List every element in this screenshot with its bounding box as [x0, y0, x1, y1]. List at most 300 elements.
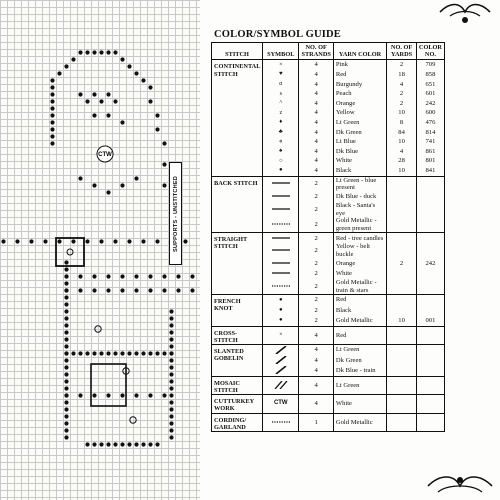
header-yarn-color: YARN COLOR — [333, 43, 386, 60]
band-stitch — [162, 288, 166, 292]
header-stitch: STITCH — [212, 43, 263, 60]
band-stitch — [78, 288, 82, 292]
stitch-symbol-icon: z — [279, 109, 283, 116]
color-number-cell — [416, 295, 444, 306]
dotted-line-icon — [272, 420, 290, 424]
yarn-color-cell: Lt Green - blue present — [333, 176, 386, 192]
band-stitch — [155, 351, 159, 355]
yarn-color-cell: Lt Green — [333, 376, 386, 394]
outline-stitch — [92, 50, 96, 54]
outline-stitch — [57, 71, 61, 75]
symbol-cell — [263, 192, 299, 202]
band-stitch — [120, 274, 124, 278]
outline-stitch — [50, 141, 54, 145]
yards-cell — [387, 192, 417, 202]
band-stitch — [148, 274, 152, 278]
detail-stitch — [78, 92, 82, 96]
band-stitch — [141, 239, 145, 243]
yards-cell: 2 — [387, 60, 417, 70]
outline-stitch — [113, 50, 117, 54]
corner-flourish-icon — [430, 0, 500, 30]
band-stitch — [148, 351, 152, 355]
yarn-color-cell: Lt Blue — [333, 137, 386, 147]
stitch-chart-grid — [0, 0, 200, 500]
band-stitch — [162, 351, 166, 355]
band-stitch — [106, 274, 110, 278]
stitch-symbol-icon: ● — [278, 167, 283, 174]
band-stitch — [176, 288, 180, 292]
outline-stitch — [64, 267, 68, 271]
color-number-cell — [416, 269, 444, 279]
strands-cell: 4 — [299, 376, 333, 394]
color-number-cell: 476 — [416, 118, 444, 128]
strands-cell: 4 — [299, 60, 333, 70]
yarn-color-cell: Black - Santa's eye — [333, 202, 386, 217]
strands-cell: 4 — [299, 89, 333, 99]
outline-stitch — [64, 344, 68, 348]
yards-cell: 18 — [387, 70, 417, 80]
stitch-symbol-icon: ● — [278, 317, 283, 324]
strands-cell: 2 — [299, 217, 333, 233]
strands-cell: 4 — [299, 137, 333, 147]
band-stitch — [134, 393, 138, 397]
guide-row — [212, 60, 445, 70]
stitch-symbol-icon: ● — [278, 296, 283, 303]
stitch-symbol-icon: × — [279, 61, 283, 68]
stitch-symbol-icon: CTW — [273, 400, 288, 407]
symbol-cell — [263, 89, 299, 99]
detail-stitch — [99, 99, 103, 103]
yarn-color-cell: Lt Green — [333, 118, 386, 128]
outline-stitch — [169, 323, 173, 327]
outline-stitch — [169, 407, 173, 411]
corner-flourish-icon — [420, 468, 500, 500]
outline-stitch — [64, 365, 68, 369]
slant-line-icon — [272, 356, 290, 364]
outline-stitch — [64, 414, 68, 418]
outline-stitch — [64, 288, 68, 292]
stitch-symbol-icon: ♠ — [279, 148, 283, 155]
outline-stitch — [162, 183, 166, 187]
band-stitch — [78, 351, 82, 355]
yards-cell — [387, 376, 417, 394]
color-number-cell: 651 — [416, 80, 444, 90]
outline-stitch — [162, 162, 166, 166]
yarn-color-cell: Yellow — [333, 108, 386, 118]
yarn-color-cell: Black — [333, 166, 386, 176]
yards-cell — [387, 279, 417, 295]
band-stitch — [106, 288, 110, 292]
outline-stitch — [64, 64, 68, 68]
guide-header-row — [212, 43, 445, 60]
yards-cell — [387, 217, 417, 233]
yarn-color-cell: Dk Green — [333, 128, 386, 138]
yarn-color-cell: Gold Metallic — [333, 316, 386, 327]
band-stitch — [71, 351, 75, 355]
band-stitch — [120, 393, 124, 397]
yards-cell — [387, 295, 417, 306]
stitch-name: FRENCH KNOT — [212, 295, 263, 327]
outline-stitch — [50, 99, 54, 103]
band-stitch — [1, 239, 5, 243]
band-stitch — [120, 442, 124, 446]
outline-stitch — [162, 141, 166, 145]
panel-outline — [91, 364, 126, 406]
band-stitch — [176, 274, 180, 278]
yarn-color-cell: Black — [333, 305, 386, 315]
strands-cell: 4 — [299, 108, 333, 118]
band-stitch — [120, 288, 124, 292]
symbol-cell — [263, 147, 299, 157]
stitch-symbol-icon: ⋄ — [278, 138, 283, 145]
yards-cell — [387, 305, 417, 315]
strands-cell: 4 — [299, 355, 333, 365]
color-symbol-guide-table — [211, 42, 445, 432]
band-stitch — [71, 239, 75, 243]
strands-cell: 2 — [299, 202, 333, 217]
solid-line-icon — [272, 194, 290, 198]
slant-line-icon — [272, 366, 290, 374]
band-stitch — [113, 351, 117, 355]
symbol-cell — [263, 128, 299, 138]
symbol-cell — [263, 233, 299, 244]
band-stitch — [134, 351, 138, 355]
yards-cell: 4 — [387, 80, 417, 90]
solid-line-icon — [272, 271, 290, 275]
color-number-cell: 814 — [416, 128, 444, 138]
yards-cell: 2 — [387, 259, 417, 269]
outline-stitch — [64, 274, 68, 278]
symbol-cell — [263, 326, 299, 344]
yarn-color-cell: White — [333, 395, 386, 413]
color-number-cell — [416, 233, 444, 244]
color-number-cell — [416, 279, 444, 295]
symbol-cell — [263, 269, 299, 279]
symbol-cell — [263, 156, 299, 166]
strands-cell: 2 — [299, 243, 333, 258]
band-stitch — [190, 274, 194, 278]
band-stitch — [64, 393, 68, 397]
symbol-cell — [263, 80, 299, 90]
color-number-cell: 841 — [416, 166, 444, 176]
outline-stitch — [155, 127, 159, 131]
outline-stitch — [50, 120, 54, 124]
detail-stitch — [120, 120, 124, 124]
band-stitch — [57, 239, 61, 243]
color-number-cell: 242 — [416, 99, 444, 109]
yarn-color-cell: Dk Green — [333, 355, 386, 365]
band-stitch — [99, 239, 103, 243]
band-stitch — [15, 239, 19, 243]
stitch-name: CORDING/ GARLAND — [212, 413, 263, 431]
outline-stitch — [169, 379, 173, 383]
strands-cell: 4 — [299, 80, 333, 90]
ctw-label: CTW — [98, 152, 112, 159]
strands-cell: 4 — [299, 166, 333, 176]
header-strands: NO. OF STRANDS — [299, 43, 333, 60]
yards-cell: 10 — [387, 137, 417, 147]
outline-stitch — [64, 323, 68, 327]
outline-stitch — [71, 57, 75, 61]
band-stitch — [190, 288, 194, 292]
outline-stitch — [169, 421, 173, 425]
outline-stitch — [64, 400, 68, 404]
yards-cell — [387, 395, 417, 413]
color-number-cell — [416, 345, 444, 356]
color-number-cell — [416, 355, 444, 365]
band-stitch — [148, 393, 152, 397]
guide-row — [212, 376, 445, 394]
outline-stitch — [64, 379, 68, 383]
band-stitch — [106, 351, 110, 355]
symbol-cell — [263, 316, 299, 327]
box-center-mark — [67, 249, 73, 255]
symbol-cell — [263, 395, 299, 413]
outline-stitch — [64, 407, 68, 411]
band-stitch — [92, 393, 96, 397]
stitch-symbol-icon: ♦ — [279, 119, 283, 126]
band-stitch — [29, 239, 33, 243]
yarn-color-cell: Dk Blue — [333, 147, 386, 157]
band-stitch — [64, 351, 68, 355]
band-stitch — [162, 393, 166, 397]
yards-cell — [387, 355, 417, 365]
detail-stitch — [120, 183, 124, 187]
color-number-cell — [416, 366, 444, 377]
strands-cell: 4 — [299, 156, 333, 166]
yards-cell: 10 — [387, 108, 417, 118]
yarn-color-cell: Red — [333, 70, 386, 80]
circle-mark — [130, 417, 136, 423]
detail-stitch — [106, 190, 110, 194]
header-symbol: SYMBOL — [263, 43, 299, 60]
outline-stitch — [169, 386, 173, 390]
symbol-cell — [263, 166, 299, 176]
outline-stitch — [64, 337, 68, 341]
solid-line-icon — [272, 181, 290, 185]
outline-stitch — [169, 358, 173, 362]
outline-stitch — [64, 372, 68, 376]
color-number-cell — [416, 395, 444, 413]
outline-stitch — [148, 85, 152, 89]
outline-stitch — [148, 99, 152, 103]
outline-stitch — [64, 295, 68, 299]
outline-stitch — [169, 344, 173, 348]
yarn-color-cell: Yellow - belt buckle — [333, 243, 386, 258]
strands-cell: 2 — [299, 259, 333, 269]
solid-line-icon — [272, 207, 290, 211]
stitch-symbol-icon: ● — [278, 306, 283, 313]
outline-stitch — [127, 64, 131, 68]
outline-stitch — [99, 50, 103, 54]
header-yards: NO. OF YARDS — [387, 43, 417, 60]
outline-stitch — [169, 393, 173, 397]
symbol-cell — [263, 202, 299, 217]
guide-title: COLOR/SYMBOL GUIDE — [214, 29, 341, 40]
outline-stitch — [64, 302, 68, 306]
strands-cell: 4 — [299, 118, 333, 128]
symbol-cell — [263, 118, 299, 128]
dotted-line-icon — [272, 222, 290, 226]
yards-cell — [387, 233, 417, 244]
color-number-cell: 709 — [416, 60, 444, 70]
yarn-color-cell: White — [333, 269, 386, 279]
detail-stitch — [85, 99, 89, 103]
yarn-color-cell: White — [333, 156, 386, 166]
band-stitch — [127, 442, 131, 446]
outline-stitch — [50, 78, 54, 82]
yarn-color-cell: Red — [333, 326, 386, 344]
symbol-cell — [263, 70, 299, 80]
outline-stitch — [169, 330, 173, 334]
stitch-name: SLANTED GOBELIN — [212, 345, 263, 377]
yards-cell: 2 — [387, 99, 417, 109]
strands-cell: 4 — [299, 345, 333, 356]
mosaic-line-icon — [272, 381, 290, 389]
yards-cell: 28 — [387, 156, 417, 166]
strands-cell: 4 — [299, 147, 333, 157]
strands-cell: 2 — [299, 176, 333, 192]
band-stitch — [155, 239, 159, 243]
strands-cell: 2 — [299, 305, 333, 315]
color-number-cell — [416, 305, 444, 315]
outline-stitch — [169, 309, 173, 313]
symbol-cell — [263, 259, 299, 269]
color-number-cell: 801 — [416, 156, 444, 166]
detail-stitch — [113, 99, 117, 103]
yarn-color-cell: Gold Metallic - green present — [333, 217, 386, 233]
band-stitch — [127, 239, 131, 243]
band-stitch — [92, 274, 96, 278]
outline-stitch — [78, 50, 82, 54]
band-stitch — [78, 274, 82, 278]
stitch-name: MOSAIC STITCH — [212, 376, 263, 394]
yards-cell — [387, 269, 417, 279]
band-stitch — [78, 393, 82, 397]
color-number-cell — [416, 176, 444, 192]
color-number-cell: 001 — [416, 316, 444, 327]
yarn-color-cell: Gold Metallic — [333, 413, 386, 431]
band-stitch — [134, 274, 138, 278]
outline-stitch — [169, 365, 173, 369]
outline-stitch — [64, 421, 68, 425]
symbol-cell — [263, 217, 299, 233]
symbol-cell — [263, 176, 299, 192]
band-stitch — [127, 351, 131, 355]
solid-line-icon — [272, 261, 290, 265]
symbol-cell — [263, 366, 299, 377]
solid-line-icon — [272, 248, 290, 252]
stitch-symbol-icon: s — [279, 90, 282, 97]
symbol-cell — [263, 355, 299, 365]
band-stitch — [141, 442, 145, 446]
stitch-symbol-icon: ^ — [279, 100, 283, 107]
yarn-color-cell: Burgundy — [333, 80, 386, 90]
color-number-cell — [416, 326, 444, 344]
strands-cell: 4 — [299, 395, 333, 413]
strands-cell: 4 — [299, 99, 333, 109]
color-number-cell — [416, 243, 444, 258]
strands-cell: 1 — [299, 413, 333, 431]
outline-stitch — [64, 316, 68, 320]
detail-stitch — [106, 113, 110, 117]
color-number-cell: 600 — [416, 108, 444, 118]
outline-stitch — [50, 134, 54, 138]
outline-stitch — [64, 281, 68, 285]
outline-stitch — [106, 50, 110, 54]
yards-cell: 84 — [387, 128, 417, 138]
dotted-line-icon — [272, 284, 290, 288]
band-stitch — [85, 442, 89, 446]
yards-cell — [387, 366, 417, 377]
strands-cell: 2 — [299, 269, 333, 279]
strands-cell: 2 — [299, 295, 333, 306]
symbol-cell — [263, 376, 299, 394]
band-stitch — [183, 239, 187, 243]
yarn-color-cell: Red - tree candles — [333, 233, 386, 244]
yarn-color-cell: Gold Metallic - train & stars — [333, 279, 386, 295]
stitch-name: BACK STITCH — [212, 176, 263, 233]
outline-stitch — [120, 57, 124, 61]
band-stitch — [106, 442, 110, 446]
outline-stitch — [50, 113, 54, 117]
outline-stitch — [169, 428, 173, 432]
outline-stitch — [64, 428, 68, 432]
stitch-name: CONTINENTAL STITCH — [212, 60, 263, 176]
band-stitch — [134, 288, 138, 292]
color-number-cell — [416, 217, 444, 233]
guide-row — [212, 233, 445, 244]
yards-cell — [387, 202, 417, 217]
outline-stitch — [50, 92, 54, 96]
yarn-color-cell: Orange — [333, 99, 386, 109]
band-stitch — [141, 351, 145, 355]
outline-stitch — [169, 435, 173, 439]
yards-cell — [387, 413, 417, 431]
circle-mark — [95, 326, 101, 332]
strands-cell: 4 — [299, 128, 333, 138]
band-stitch — [92, 288, 96, 292]
band-stitch — [134, 442, 138, 446]
detail-stitch — [92, 92, 96, 96]
supports-unstitched-text: SUPPORTS - UNSTITCHED — [172, 175, 179, 252]
outline-stitch — [134, 71, 138, 75]
symbol-cell — [263, 345, 299, 356]
strands-cell: 2 — [299, 233, 333, 244]
band-stitch — [120, 351, 124, 355]
detail-stitch — [134, 176, 138, 180]
band-stitch — [113, 442, 117, 446]
symbol-cell — [263, 305, 299, 315]
yards-cell — [387, 243, 417, 258]
stitch-symbol-icon: ○ — [278, 157, 283, 164]
band-stitch — [99, 442, 103, 446]
yarn-color-cell: Lt Green — [333, 345, 386, 356]
yards-cell — [387, 345, 417, 356]
yarn-color-cell: Red — [333, 295, 386, 306]
guide-row — [212, 176, 445, 192]
color-number-cell — [416, 376, 444, 394]
strands-cell: 2 — [299, 316, 333, 327]
detail-stitch — [92, 113, 96, 117]
yards-cell: 8 — [387, 118, 417, 128]
stitch-symbol-icon: ɑ — [279, 81, 283, 87]
detail-stitch — [106, 92, 110, 96]
detail-stitch — [78, 176, 82, 180]
band-stitch — [85, 239, 89, 243]
strands-cell: 2 — [299, 192, 333, 202]
band-stitch — [99, 351, 103, 355]
